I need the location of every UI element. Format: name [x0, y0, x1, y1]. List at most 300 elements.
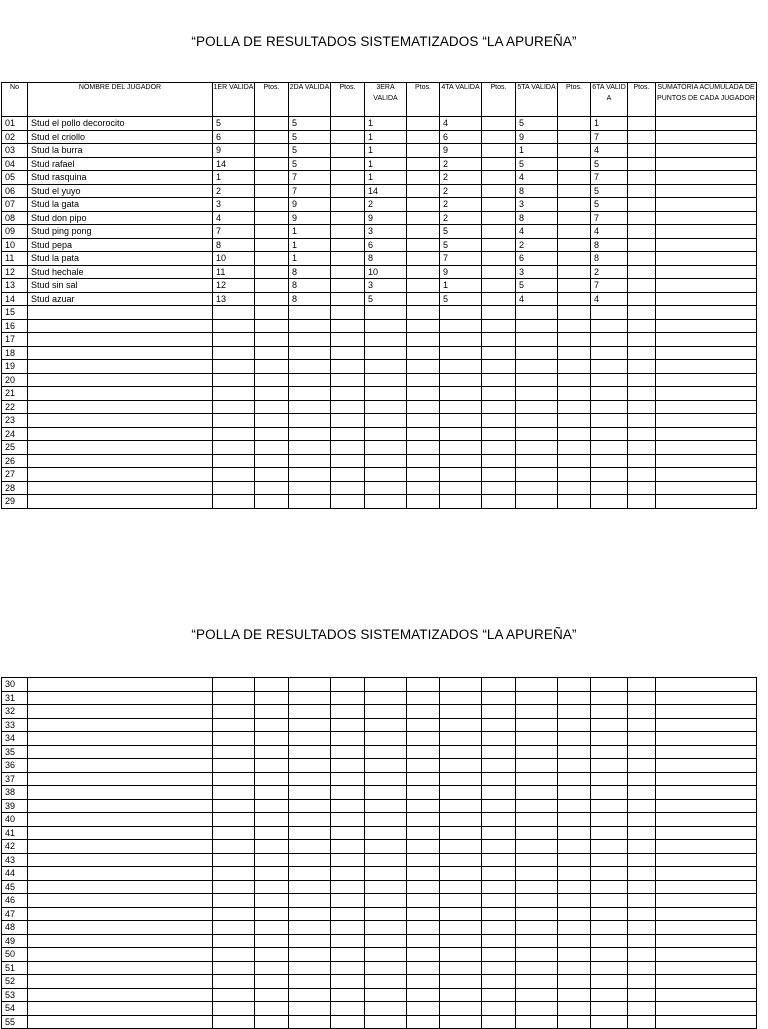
value-cell [440, 975, 482, 989]
value-cell: 5 [516, 117, 558, 131]
player-name-cell: Stud la pata [28, 252, 213, 266]
value-cell: 2 [440, 211, 482, 225]
value-cell [558, 454, 591, 468]
value-cell [440, 705, 482, 719]
value-cell [289, 319, 331, 333]
value-cell [482, 130, 516, 144]
value-cell: 8 [591, 238, 628, 252]
value-cell [331, 211, 365, 225]
value-cell [482, 880, 516, 894]
value-cell [289, 813, 331, 827]
value-cell [213, 387, 255, 401]
value-cell [331, 867, 365, 881]
value-cell [331, 292, 365, 306]
value-cell [558, 813, 591, 827]
table-row [2, 1015, 757, 1029]
table-row [2, 786, 757, 800]
value-cell [365, 468, 407, 482]
value-cell [482, 157, 516, 171]
value-cell [407, 1015, 440, 1029]
value-cell [516, 414, 558, 428]
value-cell [213, 948, 255, 962]
value-cell [289, 441, 331, 455]
row-number-cell: 20 [2, 373, 28, 387]
value-cell [331, 184, 365, 198]
value-cell [628, 732, 656, 746]
value-cell [482, 907, 516, 921]
value-cell [656, 867, 757, 881]
value-cell [255, 481, 289, 495]
value-cell [628, 934, 656, 948]
value-cell [482, 292, 516, 306]
value-cell [255, 252, 289, 266]
header-ptos-4: Ptos. [482, 83, 516, 117]
value-cell [255, 171, 289, 185]
value-cell [407, 495, 440, 509]
value-cell [289, 678, 331, 692]
header-valida-1: 1ER VALIDA [213, 83, 255, 117]
player-name-cell [28, 468, 213, 482]
results-table-continued [1, 677, 757, 1029]
value-cell [289, 975, 331, 989]
value-cell [440, 813, 482, 827]
value-cell [289, 306, 331, 320]
value-cell [558, 279, 591, 293]
value-cell [365, 400, 407, 414]
value-cell [558, 840, 591, 854]
value-cell [516, 441, 558, 455]
value-cell [558, 400, 591, 414]
table-row [2, 481, 757, 495]
row-number-cell: 13 [2, 279, 28, 293]
value-cell [407, 826, 440, 840]
value-cell [440, 799, 482, 813]
value-cell [255, 211, 289, 225]
row-number-cell: 28 [2, 481, 28, 495]
value-cell [628, 468, 656, 482]
row-number-cell: 14 [2, 292, 28, 306]
value-cell [516, 333, 558, 347]
value-cell [516, 894, 558, 908]
value-cell [440, 759, 482, 773]
value-cell [440, 346, 482, 360]
value-cell [365, 441, 407, 455]
value-cell [407, 799, 440, 813]
value-cell [213, 360, 255, 374]
player-name-cell [28, 759, 213, 773]
value-cell [407, 211, 440, 225]
value-cell [558, 495, 591, 509]
table-row [2, 948, 757, 962]
table-row [2, 691, 757, 705]
value-cell [255, 400, 289, 414]
row-number-cell: 29 [2, 495, 28, 509]
player-name-cell [28, 427, 213, 441]
value-cell [331, 279, 365, 293]
player-name-cell [28, 921, 213, 935]
value-cell [365, 745, 407, 759]
value-cell [255, 319, 289, 333]
value-cell [482, 400, 516, 414]
value-cell [516, 400, 558, 414]
value-cell [628, 1002, 656, 1016]
table-row [2, 117, 757, 131]
value-cell [656, 265, 757, 279]
table-row [2, 400, 757, 414]
value-cell: 14 [213, 157, 255, 171]
value-cell [331, 691, 365, 705]
value-cell [558, 373, 591, 387]
value-cell [482, 1002, 516, 1016]
value-cell [516, 495, 558, 509]
value-cell [591, 907, 628, 921]
value-cell [591, 894, 628, 908]
value-cell: 8 [591, 252, 628, 266]
value-cell [407, 184, 440, 198]
value-cell [628, 346, 656, 360]
value-cell [440, 948, 482, 962]
table-row [2, 238, 757, 252]
table-row [2, 373, 757, 387]
value-cell [331, 880, 365, 894]
value-cell [440, 934, 482, 948]
value-cell [656, 292, 757, 306]
value-cell [365, 988, 407, 1002]
player-name-cell [28, 333, 213, 347]
player-name-cell [28, 880, 213, 894]
player-name-cell [28, 934, 213, 948]
value-cell [482, 414, 516, 428]
value-cell [516, 867, 558, 881]
value-cell [628, 853, 656, 867]
value-cell [289, 373, 331, 387]
value-cell [628, 988, 656, 1002]
value-cell: 1 [365, 144, 407, 158]
value-cell [558, 346, 591, 360]
player-name-cell: Stud la gata [28, 198, 213, 212]
value-cell [656, 772, 757, 786]
value-cell [516, 988, 558, 1002]
value-cell [365, 1015, 407, 1029]
value-cell [440, 1002, 482, 1016]
value-cell [255, 894, 289, 908]
value-cell [558, 171, 591, 185]
value-cell [407, 718, 440, 732]
value-cell: 4 [591, 225, 628, 239]
player-name-cell [28, 732, 213, 746]
value-cell [516, 880, 558, 894]
value-cell [628, 292, 656, 306]
value-cell [516, 934, 558, 948]
value-cell [440, 400, 482, 414]
value-cell [255, 880, 289, 894]
row-number-cell: 46 [2, 894, 28, 908]
value-cell [407, 400, 440, 414]
value-cell [440, 481, 482, 495]
value-cell [656, 333, 757, 347]
value-cell [255, 360, 289, 374]
value-cell [255, 130, 289, 144]
value-cell [407, 468, 440, 482]
value-cell [482, 333, 516, 347]
value-cell [656, 1015, 757, 1029]
row-number-cell: 07 [2, 198, 28, 212]
value-cell [407, 157, 440, 171]
value-cell [365, 894, 407, 908]
value-cell [558, 319, 591, 333]
value-cell [656, 799, 757, 813]
value-cell [440, 745, 482, 759]
value-cell [628, 1015, 656, 1029]
value-cell: 5 [440, 238, 482, 252]
value-cell [628, 745, 656, 759]
value-cell [558, 481, 591, 495]
value-cell [482, 427, 516, 441]
value-cell [407, 238, 440, 252]
value-cell: 9 [440, 265, 482, 279]
value-cell: 8 [365, 252, 407, 266]
value-cell [407, 387, 440, 401]
value-cell [482, 252, 516, 266]
value-cell [628, 360, 656, 374]
player-name-cell [28, 346, 213, 360]
value-cell: 1 [289, 238, 331, 252]
value-cell [213, 759, 255, 773]
value-cell [331, 813, 365, 827]
value-cell [558, 252, 591, 266]
value-cell [482, 948, 516, 962]
player-name-cell [28, 495, 213, 509]
value-cell [289, 948, 331, 962]
row-number-cell: 24 [2, 427, 28, 441]
value-cell [558, 880, 591, 894]
row-number-cell: 47 [2, 907, 28, 921]
player-name-cell [28, 745, 213, 759]
table-row [2, 211, 757, 225]
value-cell [628, 211, 656, 225]
value-cell [628, 171, 656, 185]
value-cell [213, 373, 255, 387]
value-cell [656, 678, 757, 692]
value-cell [213, 786, 255, 800]
value-cell [656, 826, 757, 840]
value-cell [365, 975, 407, 989]
table-row [2, 867, 757, 881]
value-cell [482, 306, 516, 320]
value-cell [289, 732, 331, 746]
value-cell [482, 360, 516, 374]
table-row [2, 157, 757, 171]
table-row [2, 292, 757, 306]
value-cell [440, 772, 482, 786]
value-cell [331, 306, 365, 320]
value-cell [656, 495, 757, 509]
row-number-cell: 11 [2, 252, 28, 266]
value-cell [365, 705, 407, 719]
value-cell [331, 718, 365, 732]
value-cell [331, 414, 365, 428]
value-cell [656, 414, 757, 428]
value-cell: 7 [213, 225, 255, 239]
value-cell [440, 306, 482, 320]
value-cell [407, 961, 440, 975]
value-cell [255, 144, 289, 158]
value-cell [628, 495, 656, 509]
value-cell [516, 786, 558, 800]
value-cell [558, 306, 591, 320]
header-valida-4: 4TA VALIDA [440, 83, 482, 117]
value-cell [213, 880, 255, 894]
value-cell [558, 360, 591, 374]
value-cell [365, 1002, 407, 1016]
value-cell: 9 [289, 211, 331, 225]
value-cell [628, 279, 656, 293]
value-cell [628, 691, 656, 705]
value-cell [628, 184, 656, 198]
value-cell [255, 961, 289, 975]
row-number-cell: 45 [2, 880, 28, 894]
value-cell [516, 921, 558, 935]
value-cell [440, 333, 482, 347]
value-cell: 4 [516, 171, 558, 185]
value-cell [289, 772, 331, 786]
value-cell [482, 225, 516, 239]
value-cell [591, 718, 628, 732]
value-cell [656, 961, 757, 975]
value-cell [482, 387, 516, 401]
value-cell: 10 [365, 265, 407, 279]
value-cell [628, 441, 656, 455]
value-cell [440, 921, 482, 935]
row-number-cell: 37 [2, 772, 28, 786]
value-cell [365, 319, 407, 333]
value-cell [440, 867, 482, 881]
value-cell [331, 319, 365, 333]
table-row [2, 921, 757, 935]
table-row [2, 961, 757, 975]
value-cell [331, 853, 365, 867]
value-cell [331, 826, 365, 840]
row-number-cell: 31 [2, 691, 28, 705]
value-cell [656, 813, 757, 827]
value-cell [255, 813, 289, 827]
value-cell [628, 414, 656, 428]
value-cell [482, 171, 516, 185]
value-cell [365, 840, 407, 854]
value-cell [289, 745, 331, 759]
value-cell [255, 225, 289, 239]
table-row [2, 894, 757, 908]
value-cell [440, 441, 482, 455]
value-cell [591, 745, 628, 759]
value-cell [255, 279, 289, 293]
value-cell [558, 907, 591, 921]
row-number-cell: 48 [2, 921, 28, 935]
value-cell [331, 907, 365, 921]
value-cell [516, 346, 558, 360]
value-cell [516, 454, 558, 468]
value-cell [440, 319, 482, 333]
row-number-cell: 17 [2, 333, 28, 347]
value-cell: 1 [365, 130, 407, 144]
value-cell [440, 826, 482, 840]
value-cell [516, 718, 558, 732]
value-cell [516, 813, 558, 827]
row-number-cell: 34 [2, 732, 28, 746]
value-cell [516, 907, 558, 921]
value-cell: 9 [516, 130, 558, 144]
value-cell: 2 [516, 238, 558, 252]
value-cell [365, 907, 407, 921]
value-cell [656, 130, 757, 144]
value-cell [255, 387, 289, 401]
value-cell [213, 907, 255, 921]
value-cell [440, 360, 482, 374]
value-cell [628, 840, 656, 854]
value-cell: 1 [213, 171, 255, 185]
value-cell [440, 732, 482, 746]
value-cell: 5 [516, 157, 558, 171]
value-cell [331, 198, 365, 212]
value-cell [628, 225, 656, 239]
value-cell [558, 988, 591, 1002]
table-row [2, 1002, 757, 1016]
value-cell: 12 [213, 279, 255, 293]
value-cell [255, 441, 289, 455]
value-cell: 5 [289, 130, 331, 144]
value-cell [289, 691, 331, 705]
value-cell [482, 319, 516, 333]
value-cell [365, 732, 407, 746]
value-cell [516, 319, 558, 333]
value-cell [255, 427, 289, 441]
value-cell [331, 400, 365, 414]
value-cell [516, 468, 558, 482]
value-cell [656, 732, 757, 746]
header-total-points: SUMATORIA ACUMULADA DE PUNTOS DE CADA JUGADOR [656, 83, 757, 117]
value-cell [482, 238, 516, 252]
value-cell [558, 1002, 591, 1016]
value-cell [482, 975, 516, 989]
page-title: “POLLA DE RESULTADOS SISTEMATIZADOS “LA APUREÑA” [191, 34, 577, 49]
value-cell [255, 867, 289, 881]
value-cell [331, 678, 365, 692]
player-name-cell [28, 678, 213, 692]
value-cell [591, 840, 628, 854]
header-ptos-5: Ptos. [558, 83, 591, 117]
value-cell [440, 454, 482, 468]
table-row [2, 759, 757, 773]
value-cell [482, 373, 516, 387]
table-row [2, 130, 757, 144]
value-cell [407, 921, 440, 935]
value-cell [628, 961, 656, 975]
value-cell [482, 772, 516, 786]
value-cell [482, 184, 516, 198]
value-cell [656, 279, 757, 293]
value-cell [365, 826, 407, 840]
row-number-cell: 10 [2, 238, 28, 252]
value-cell [255, 705, 289, 719]
value-cell [656, 948, 757, 962]
value-cell: 10 [213, 252, 255, 266]
player-name-cell [28, 1002, 213, 1016]
value-cell [289, 786, 331, 800]
value-cell [558, 157, 591, 171]
value-cell [407, 292, 440, 306]
value-cell [628, 718, 656, 732]
value-cell [482, 759, 516, 773]
